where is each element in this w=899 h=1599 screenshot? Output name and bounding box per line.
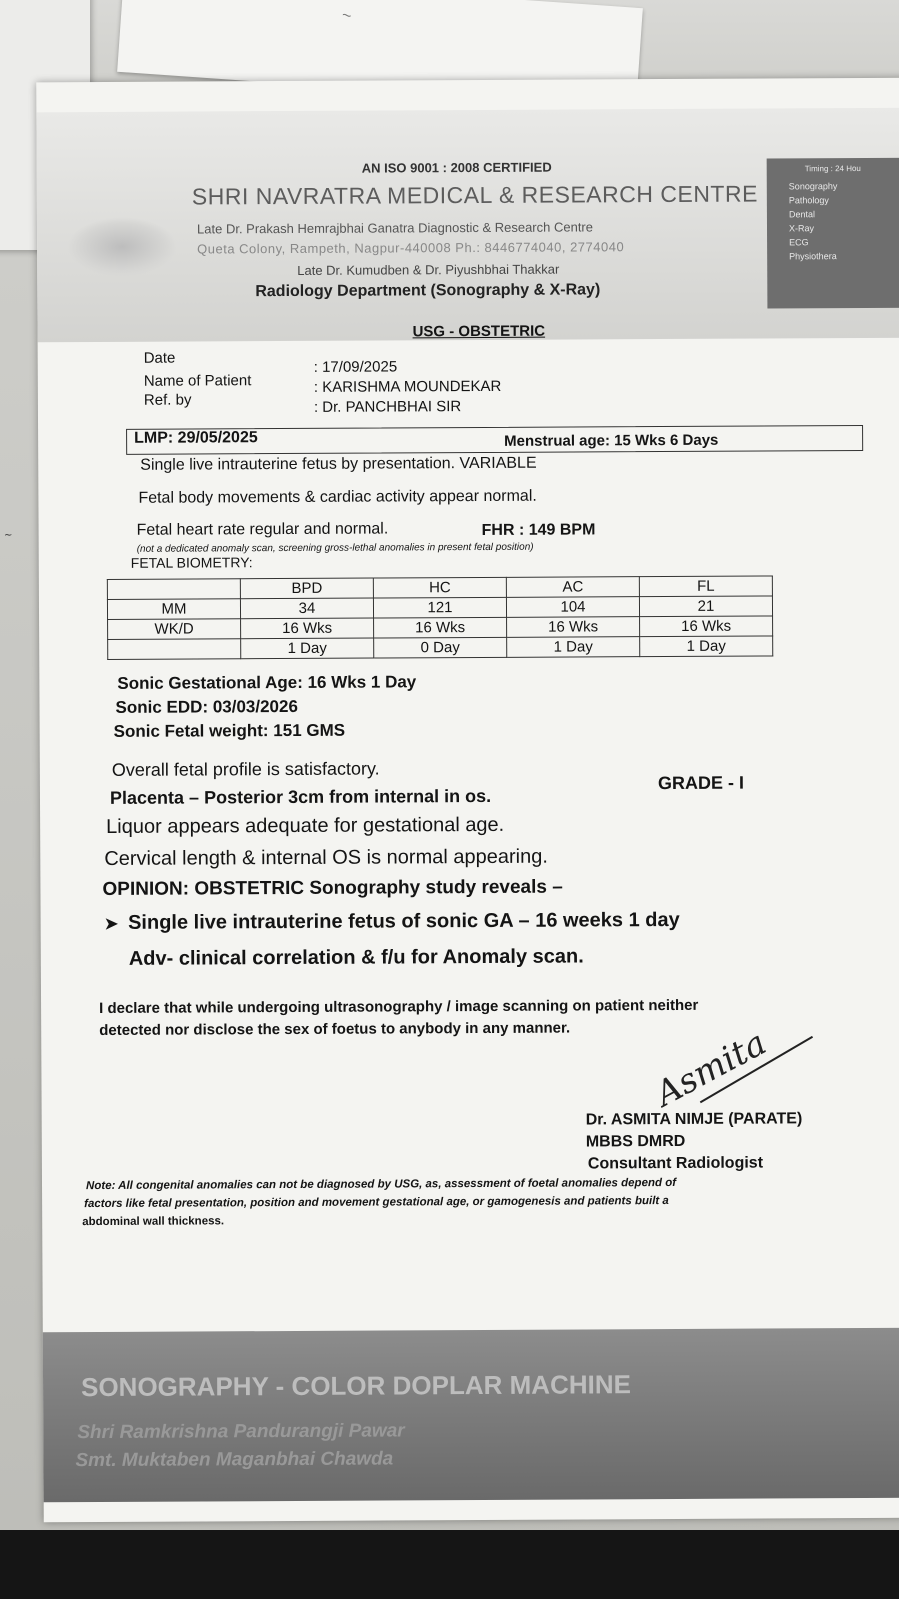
placenta-grade: GRADE - I [657, 772, 744, 794]
table-header: HC [373, 577, 506, 598]
table-cell: 16 Wks [507, 617, 640, 638]
cervical-finding: Cervical length & internal OS is normal appearing. [104, 845, 548, 870]
table-cell: 21 [639, 596, 772, 617]
service-item: Dental [788, 209, 815, 220]
patient-value: : KARISHMA MOUNDEKAR [313, 377, 502, 396]
date-value: : 17/09/2025 [313, 358, 398, 376]
table-cell: MM [107, 599, 240, 620]
table-header: FL [639, 576, 772, 597]
note-line-3: abdominal wall thickness. [82, 1215, 225, 1229]
handwriting-scribble: ~ [339, 6, 353, 26]
table-cell: 1 Day [640, 636, 773, 657]
doctor-signature: Asmita [649, 1022, 773, 1115]
services-timing: Timing : 24 Hou [804, 163, 861, 174]
footer-name-2: Smt. Muktaben Maganbhai Chawda [75, 1448, 394, 1472]
report-paper [36, 78, 899, 1523]
margin-mark: ∼ [4, 530, 13, 541]
table-cell [108, 639, 241, 660]
hospital-logo-icon [67, 217, 177, 278]
report-title: USG - OBSTETRIC [412, 322, 546, 341]
fhr-value: FHR : 149 BPM [481, 521, 596, 539]
biometry-table [107, 575, 773, 659]
footer-name-1: Shri Ramkrishna Pandurangji Pawar [77, 1420, 405, 1444]
service-item: Pathology [788, 195, 829, 206]
fetal-profile: Overall fetal profile is satisfactory. [111, 758, 380, 780]
table-cell: 16 Wks [374, 617, 507, 638]
declaration-line-2: detected nor disclose the sex of foetus to anybody in any manner. [99, 1019, 571, 1039]
doctor-degree: MBBS DMRD [585, 1132, 686, 1151]
table-cell: 121 [373, 597, 506, 618]
service-item: Sonography [788, 181, 838, 192]
service-item: X-Ray [788, 223, 815, 234]
opinion-text: Single live intrauterine fetus of sonic GA – 16 weeks 1 day [127, 908, 680, 934]
sonic-weight: Sonic Fetal weight: 151 GMS [113, 720, 346, 741]
table-cell: WK/D [108, 619, 241, 640]
centre-founders: Late Dr. Kumudben & Dr. Piyushbhai Thakkar [297, 261, 560, 278]
sonic-ga: Sonic Gestational Age: 16 Wks 1 Day [117, 672, 417, 693]
arrow-bullet-icon: ➤ [104, 915, 119, 933]
opinion-point [105, 909, 680, 935]
table-cell: 16 Wks [241, 618, 374, 639]
table-header [107, 579, 240, 600]
dark-surface [0, 1530, 899, 1599]
note-line-2: factors like fetal presentation, position and movement gestational age, or gamogenesis and patients built a [84, 1195, 669, 1211]
table-header: AC [506, 577, 639, 598]
finding-movements: Fetal body movements & cardiac activity appear normal. [138, 487, 537, 507]
footer-machine: SONOGRAPHY - COLOR DOPLAR MACHINE [80, 1369, 632, 1403]
services-box [767, 158, 899, 309]
placenta-finding: Placenta – Posterior 3cm from internal in os. [109, 785, 492, 808]
centre-name: SHRI NAVRATRA MEDICAL & RESEARCH CENTRE [191, 180, 758, 210]
iso-certification: AN ISO 9001 : 2008 CERTIFIED [361, 159, 552, 176]
doctor-title: Consultant Radiologist [587, 1154, 764, 1173]
opinion-heading: OPINION: OBSTETRIC Sonography study reveals – [102, 876, 563, 900]
ref-label: Ref. by [143, 391, 192, 409]
declaration-line-1: I declare that while undergoing ultrasonography / image scanning on patient neither [99, 996, 699, 1017]
advice: Adv- clinical correlation & f/u for Anomaly scan. [128, 945, 584, 970]
centre-address: Queta Colony, Rampeth, Nagpur-440008 Ph.: 8446774040, 2774040 [197, 239, 625, 257]
menstrual-age: Menstrual age: 15 Wks 6 Days [504, 431, 719, 450]
biometry-label: FETAL BIOMETRY: [130, 554, 253, 571]
table-cell: 104 [506, 597, 639, 618]
table-cell: 16 Wks [640, 616, 773, 637]
table-cell: 0 Day [374, 637, 507, 658]
table-cell: 1 Day [241, 638, 374, 659]
patient-label: Name of Patient [143, 372, 252, 390]
table-cell: 34 [240, 598, 373, 619]
footer-band [43, 1328, 899, 1503]
sonic-edd: Sonic EDD: 03/03/2026 [115, 696, 298, 717]
table-header: BPD [240, 578, 373, 599]
liquor-finding: Liquor appears adequate for gestational age. [106, 813, 505, 838]
finding-heart-rate: Fetal heart rate regular and normal. [136, 520, 389, 539]
ref-value: : Dr. PANCHBHAI SIR [313, 398, 462, 416]
service-item: ECG [789, 237, 809, 248]
department-name: Radiology Department (Sonography & X-Ray) [255, 281, 601, 301]
table-cell: 1 Day [507, 637, 640, 658]
doctor-name: Dr. ASMITA NIMJE (PARATE) [585, 1110, 803, 1129]
centre-subtitle: Late Dr. Prakash Hemrajbhai Ganatra Diagnostic & Research Centre [196, 219, 594, 237]
table-row [108, 636, 773, 659]
finding-presentation: Single live intrauterine fetus by presentation. VARIABLE [140, 454, 537, 474]
note-line-1: Note: All congenital anomalies can not be diagnosed by USG, as, assessment of foetal anomalies depend of [85, 1176, 677, 1193]
lmp-value: LMP: 29/05/2025 [134, 429, 258, 447]
service-item: Physiothera [789, 251, 837, 262]
scan-disclaimer: (not a dedicated anomaly scan, screening gross-lethal anomalies in present fetal position) [136, 541, 534, 555]
date-label: Date [143, 349, 176, 367]
